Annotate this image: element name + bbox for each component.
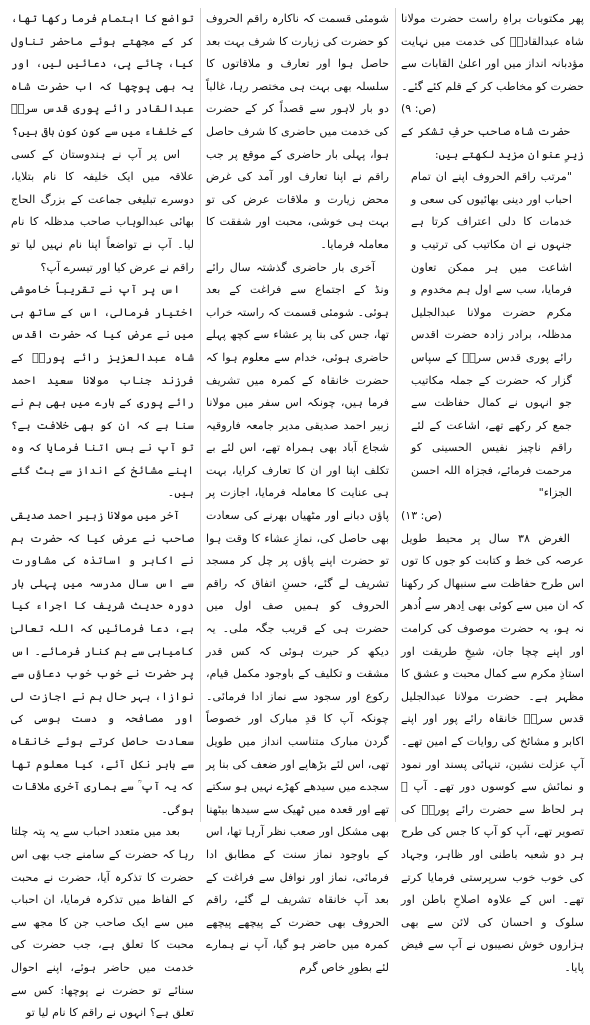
paragraph: آخر میں مولانا زبیر احمد صدیقی صاحب نے عرض کیا کہ حضرت ہم نے اکابر و اساتذہ کی مشاورت سے اس سال مدرسہ میں پہلی بار دورہ حدیث شریف کا اجراء کیا ہے، دعا فرمائیں کہ اللہ تعالیٰ کامیابی سے ہم کنار فرمائے۔ اس پر حضرت نے خوب خوب دعاؤں سے نوازا، بہر حال ہم نے اجازت لی اور مصافحہ و دست بوسی کی سعادت حاصل کرتے ہوئے خانقاہ سے باہر نکل آئے، کیا معلوم تھا کہ یہ آپ ؒ سے ہماری آخری ملاقات ہوگی۔: [11, 509, 194, 816]
paragraph: شومئی قسمت کہ ناکارہ راقم الحروف کو حضرت کی زیارت کا شرف بہت بعد حاصل ہوا اور تعارف و ملاقاتوں کا سلسلہ بھی بہت ہی مختصر رہا، غالباً دو بار لاہور سے قصداً کر کے حضرت کی خدمت میں حاضری کا شرف حاصل ہوا، پہلی بار حاضری کے موقع پر جب راقم نے اپنا تعارف اور آمد کی غرض محض زیارت و ملاقات عرض کی تو بہت ہی خوشی، محبت اور شفقت کا معاملہ فرمایا۔: [206, 12, 389, 251]
page-citation: (ص: ۹): [401, 102, 437, 116]
paragraph: تواضع کا اہتمام فرما رکھا تھا، کر کے مجھتے ہوئے ماحضر تناول کیا، چائے پی، دعائیں لیں، اور یہ بھی پوچھا کہ اب حضرت شاہ عبدالقادر رائے پوری قدس سرہٗ کے خلفاء میں سے کون کون باقی ہیں؟: [11, 12, 194, 138]
text-column-right: [395, 8, 584, 974]
quoted-passage: "مرتب راقم الحروف اپنے ان تمام احباب اور دینی بھائیوں کی سعی و خدمات کا دلی اعتراف کرتا ہے جنہوں نے ان مکاتیب کی ترتیب و اشاعت میں ہر ممکن تعاون فرمایا، سب سے اول ہم مخدوم و مکرم حضرت مولانا عبدالجلیل مدظلہ، برادر زادہ حضرت اقدس رائے پوری قدس سرہٗ کے سپاس گزار کہ حضرت کے جملہ مکاتیب جو انہوں نے کمال حفاظت سے جمع کر رکھے تھے، اشاعت کے لئے راقم ناچیز نفیس الحسینی کو مرحمت فرمائے، فجزاہ اللہ احسن الجزاء": [411, 170, 572, 500]
paragraph: آخری بار حاضری گذشتہ سال رائے ونڈ کے اجتماع سے فراغت کے بعد ہوئی۔ شومئی قسمت کہ راستہ خراب تھا، جس کی بنا پر عشاء سے کچھ پہلے حاضری ہوئی، خدام سے معلوم ہوا کہ حضرت خانقاہ کے کمرہ میں تشریف فرما ہیں، چونکہ اس سفر میں مولانا زبیر احمد صدیقی مدیر جامعہ فاروقیہ شجاع آباد بھی ہمراہ تھے، اس لئے بے تکلف اپنا اور ان کا تعارف کرایا، بہت ہی عنایت کا معاملہ فرمایا، اجازت پر پاؤں دبانے اور مٹھیاں بھرنے کی سعادت بھی حاصل کی، نمازِ عشاء کا وقت ہوا تو حضرت اپنے پاؤں پر چل کر مسجد تشریف لے گئے، حسنِ اتفاق کہ راقم الحروف کو ہمیں صف اول میں حضرت ہی کے قریب جگہ ملی۔ یہ دیکھ کر حیرت ہوئی کہ کس قدر مشقت و تکلیف کے باوجود مکمل قیام، رکوع اور سجود سے نماز ادا فرمائی۔ چونکہ آپ کا قدِ مبارک اور خصوصاً گردن مبارک متناسب انداز میں طویل تھی، اس لئے بڑھاپے اور ضعف کی بنا پر سجدے میں سیدھے کھڑے نہیں ہو سکتے تھے اور قعدہ میں ٹھیک سے سیدھا بیٹھنا بھی مشکل اور صعب نظر آرہا تھا، اس کے باوجود نماز سنت کے مطابق ادا فرمائی، نماز اور نوافل سے فراغت کے بعد آپ خانقاہ تشریف لے گئے، راقم الحروف بھی حضرت کے پیچھے پیچھے کمرہ میں حاضر ہو گیا، آپ نے ہمارے لئے بطورِ خاص گرم: [206, 260, 389, 974]
paragraph: حضرت شاہ صاحب حرفِ تشکر کے زیرِ عنوان مزید لکھتے ہیں:: [401, 124, 584, 161]
paragraph: پھر مکتوبات براہِ راست حضرت مولانا شاہ عبدالقادرؒ کی خدمت میں نہایت مؤدبانہ انداز میں اور اعلیٰ القابات سے حضرت کو مخاطب کر کے قلم کئے گئے۔: [401, 12, 584, 93]
page-citation: (ص: ۱۳): [401, 509, 442, 523]
paragraph: الغرض ۳۸ سال پر محیط طویل عرصہ کی خط و کتابت کو جوں کا توں اس طرح حفاظت سے سنبھال کر رکھنا کہ ان میں سے کوئی بھی اِدھر سے اُدھر نہ ہو، یہ حضرت موصوف کی کرامت اور اپنے چچا جان، شیخِ طریقت اور استاذِ مکرم سے کمال محبت و عشق کا مظہر ہے۔ حضرت مولانا عبدالجلیل قدس سرہٗ خانقاہ رائے پور اور اپنے اکابر و مشائخ کی روایات کے امین تھے۔ آپ عزلت نشین، تنہائی پسند اور نمود و نمائش سے کوسوں دور تھے۔ آپ ؒ ہر لحاظ سے حضرت رائے پوریؒ کی تصویر تھے، آپ کو آپ کا جس کی طرح ہر دو شعبہ باطنی اور ظاہر، وجہاد کی خوب خوب سرپرستی فرمایا کرتے تھے۔ اس کے علاوہ اصلاحِ باطن اور سلوک و احسان کی لائن سے بھی ہزاروں خوش نصیبوں نے آپ سے فیض پایا۔: [401, 531, 584, 974]
paragraph: اس پر آپ نے ہندوستان کے کسی علاقہ میں ایک خلیفہ کا نام بتلایا، دوسرے تبلیغی جماعت کے بزرگ الحاج بھائی عبدالوہاب صاحب مدظلہ کا نام لیا۔ آپ نے تواضعاً اپنا نام نہیں لیا تو راقم نے عرض کیا اور تیسرے آپ؟: [11, 147, 194, 274]
text-column-middle: [200, 8, 389, 974]
paragraph: بعد میں متعدد احباب سے یہ پتہ چلتا رہا کہ حضرت کے سامنے جب بھی اس حضرت کا تذکرہ آیا، حضرت نے محبت کے الفاظ میں تذکرہ فرمایا، ان احباب میں سے ایک صاحب جن کا مجھ سے محبت کا تعلق ہے، جب حضرت کی خدمت میں حاضر ہوئے، اپنے احوال سنائے تو حضرت نے پوچھا: کس سے تعلق ہے؟ انہوں نے راقم کا نام لیا تو: [11, 825, 194, 1020]
text-column-left: [6, 8, 194, 1020]
paragraph: اس پر آپ نے تقریباً خاموشی اختیار فرمالی، اس کے ساتھ ہی میں نے عرض کیا کہ حضرت اقدس شاہ عبدالعزیز رائے پوریؒ کے فرزند جناب مولانا سعید احمد رائے پوری کے بارے میں بھی ہم نے سنا ہے کہ ان کو بھی خلافت ہے؟ تو آپ نے بس اتنا فرمایا کہ وہ اپنے مشائخ کے انداز سے ہٹ گئے ہیں۔: [11, 283, 194, 500]
